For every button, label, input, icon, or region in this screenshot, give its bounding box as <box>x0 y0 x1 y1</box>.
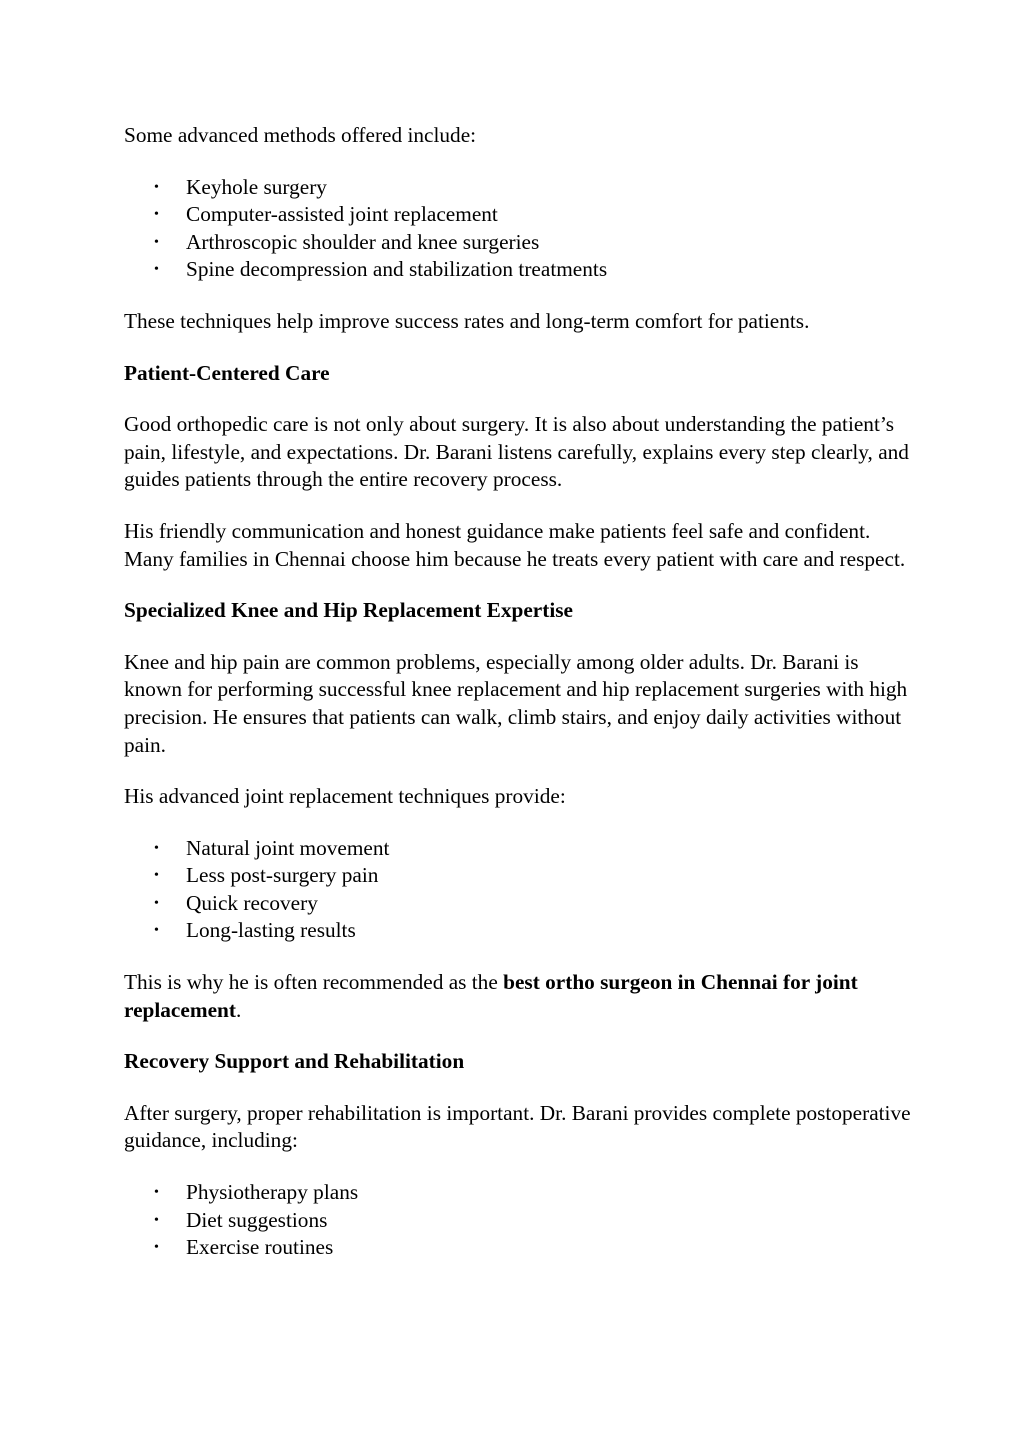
list-item: • Long-lasting results <box>124 917 914 945</box>
list-item: • Spine decompression and stabilization treatments <box>124 256 914 284</box>
knee-hip-conclusion: This is why he is often recommended as the best ortho surgeon in Chennai for joint replacement. <box>124 970 858 1022</box>
bullet-icon: • <box>154 1185 159 1201</box>
list-item: • Computer-assisted joint replacement <box>124 201 914 229</box>
list-item: • Natural joint movement <box>124 835 914 863</box>
bullet-icon: • <box>154 895 159 911</box>
list-item: • Keyhole surgery <box>124 174 914 202</box>
methods-summary: These techniques help improve success rates and long-term comfort for patients. <box>124 308 810 333</box>
bullet-icon: • <box>154 234 159 250</box>
patient-care-paragraph-2: His friendly communication and honest guidance make patients feel safe and confident. Many families in Chennai choose him because he treats every patient with care and respect. <box>124 518 906 571</box>
section-heading-patient-care: Patient-Centered Care <box>124 360 330 385</box>
list-item: • Diet suggestions <box>124 1207 914 1235</box>
list-item: • Exercise routines <box>124 1234 914 1262</box>
recovery-paragraph-1: After surgery, proper rehabilitation is important. Dr. Barani provides complete postoperative guidance, including: <box>124 1100 911 1153</box>
bullet-icon: • <box>154 1212 159 1228</box>
bullet-icon: • <box>154 262 159 278</box>
bullet-icon: • <box>154 207 159 223</box>
knee-hip-list-intro: His advanced joint replacement techniques provide: <box>124 784 566 809</box>
recovery-list <box>124 1179 914 1262</box>
bullet-icon: • <box>154 868 159 884</box>
bullet-icon: • <box>154 1240 159 1256</box>
section-heading-knee-hip: Specialized Knee and Hip Replacement Expertise <box>124 598 573 623</box>
patient-care-paragraph-1: Good orthopedic care is not only about surgery. It is also about understanding the patient’s pain, lifestyle, and expectations. Dr. Barani listens carefully, explains every step clearly, and guides patients through the entire recovery process. <box>124 412 909 492</box>
methods-intro: Some advanced methods offered include: <box>124 123 477 147</box>
highlight-keyword: best ortho surgeon in Chennai for joint replacement <box>124 970 858 1022</box>
bullet-icon: • <box>154 179 159 195</box>
section-heading-recovery: Recovery Support and Rehabilitation <box>124 1049 465 1074</box>
list-item: • Physiotherapy plans <box>124 1179 914 1207</box>
bullet-icon: • <box>154 923 159 939</box>
list-item: • Arthroscopic shoulder and knee surgeries <box>124 229 914 257</box>
bullet-icon: • <box>154 840 159 856</box>
list-item: • Less post-surgery pain <box>124 862 914 890</box>
benefits-list <box>124 835 914 945</box>
document-page <box>124 122 914 1286</box>
methods-list <box>124 174 914 284</box>
knee-hip-paragraph-1: Knee and hip pain are common problems, especially among older adults. Dr. Barani is known for performing successful knee replacement and hip replacement surgeries with high precision. He ensures that patients can walk, climb stairs, and enjoy daily activities without pain. <box>124 649 908 757</box>
list-item: • Quick recovery <box>124 890 914 918</box>
